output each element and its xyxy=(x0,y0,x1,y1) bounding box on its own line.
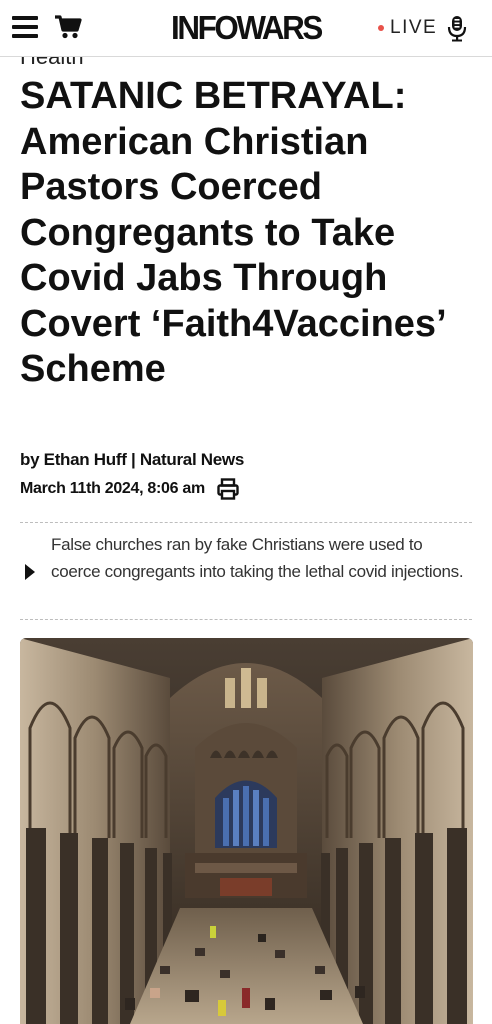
triangle-right-icon xyxy=(24,563,36,581)
live-indicator-dot xyxy=(378,25,384,31)
article-byline[interactable]: by Ethan Huff | Natural News xyxy=(20,450,244,469)
article-dateline xyxy=(20,478,239,500)
site-logo[interactable]: INFOWARS xyxy=(171,9,321,46)
article-hero-image[interactable] xyxy=(20,638,473,1024)
microphone-icon xyxy=(447,14,467,42)
site-header xyxy=(0,0,492,57)
print-icon[interactable] xyxy=(217,478,239,500)
article-summary xyxy=(20,522,472,620)
summary-text: False churches ran by fake Christians were used to coerce congregants into taking the lethal covid injections. xyxy=(51,535,464,581)
article-headline: SATANIC BETRAYAL: American Christian Pastors Coerced Congregants to Take Covid Jabs Through Covert ‘Faith4Vaccines’ Scheme xyxy=(20,75,445,390)
live-button[interactable] xyxy=(378,14,467,42)
article-date: March 11th 2024, 8:06 am xyxy=(20,480,205,497)
shopping-cart-icon[interactable] xyxy=(54,14,82,40)
live-label: LIVE xyxy=(390,17,438,38)
hamburger-menu-icon[interactable] xyxy=(12,16,38,38)
